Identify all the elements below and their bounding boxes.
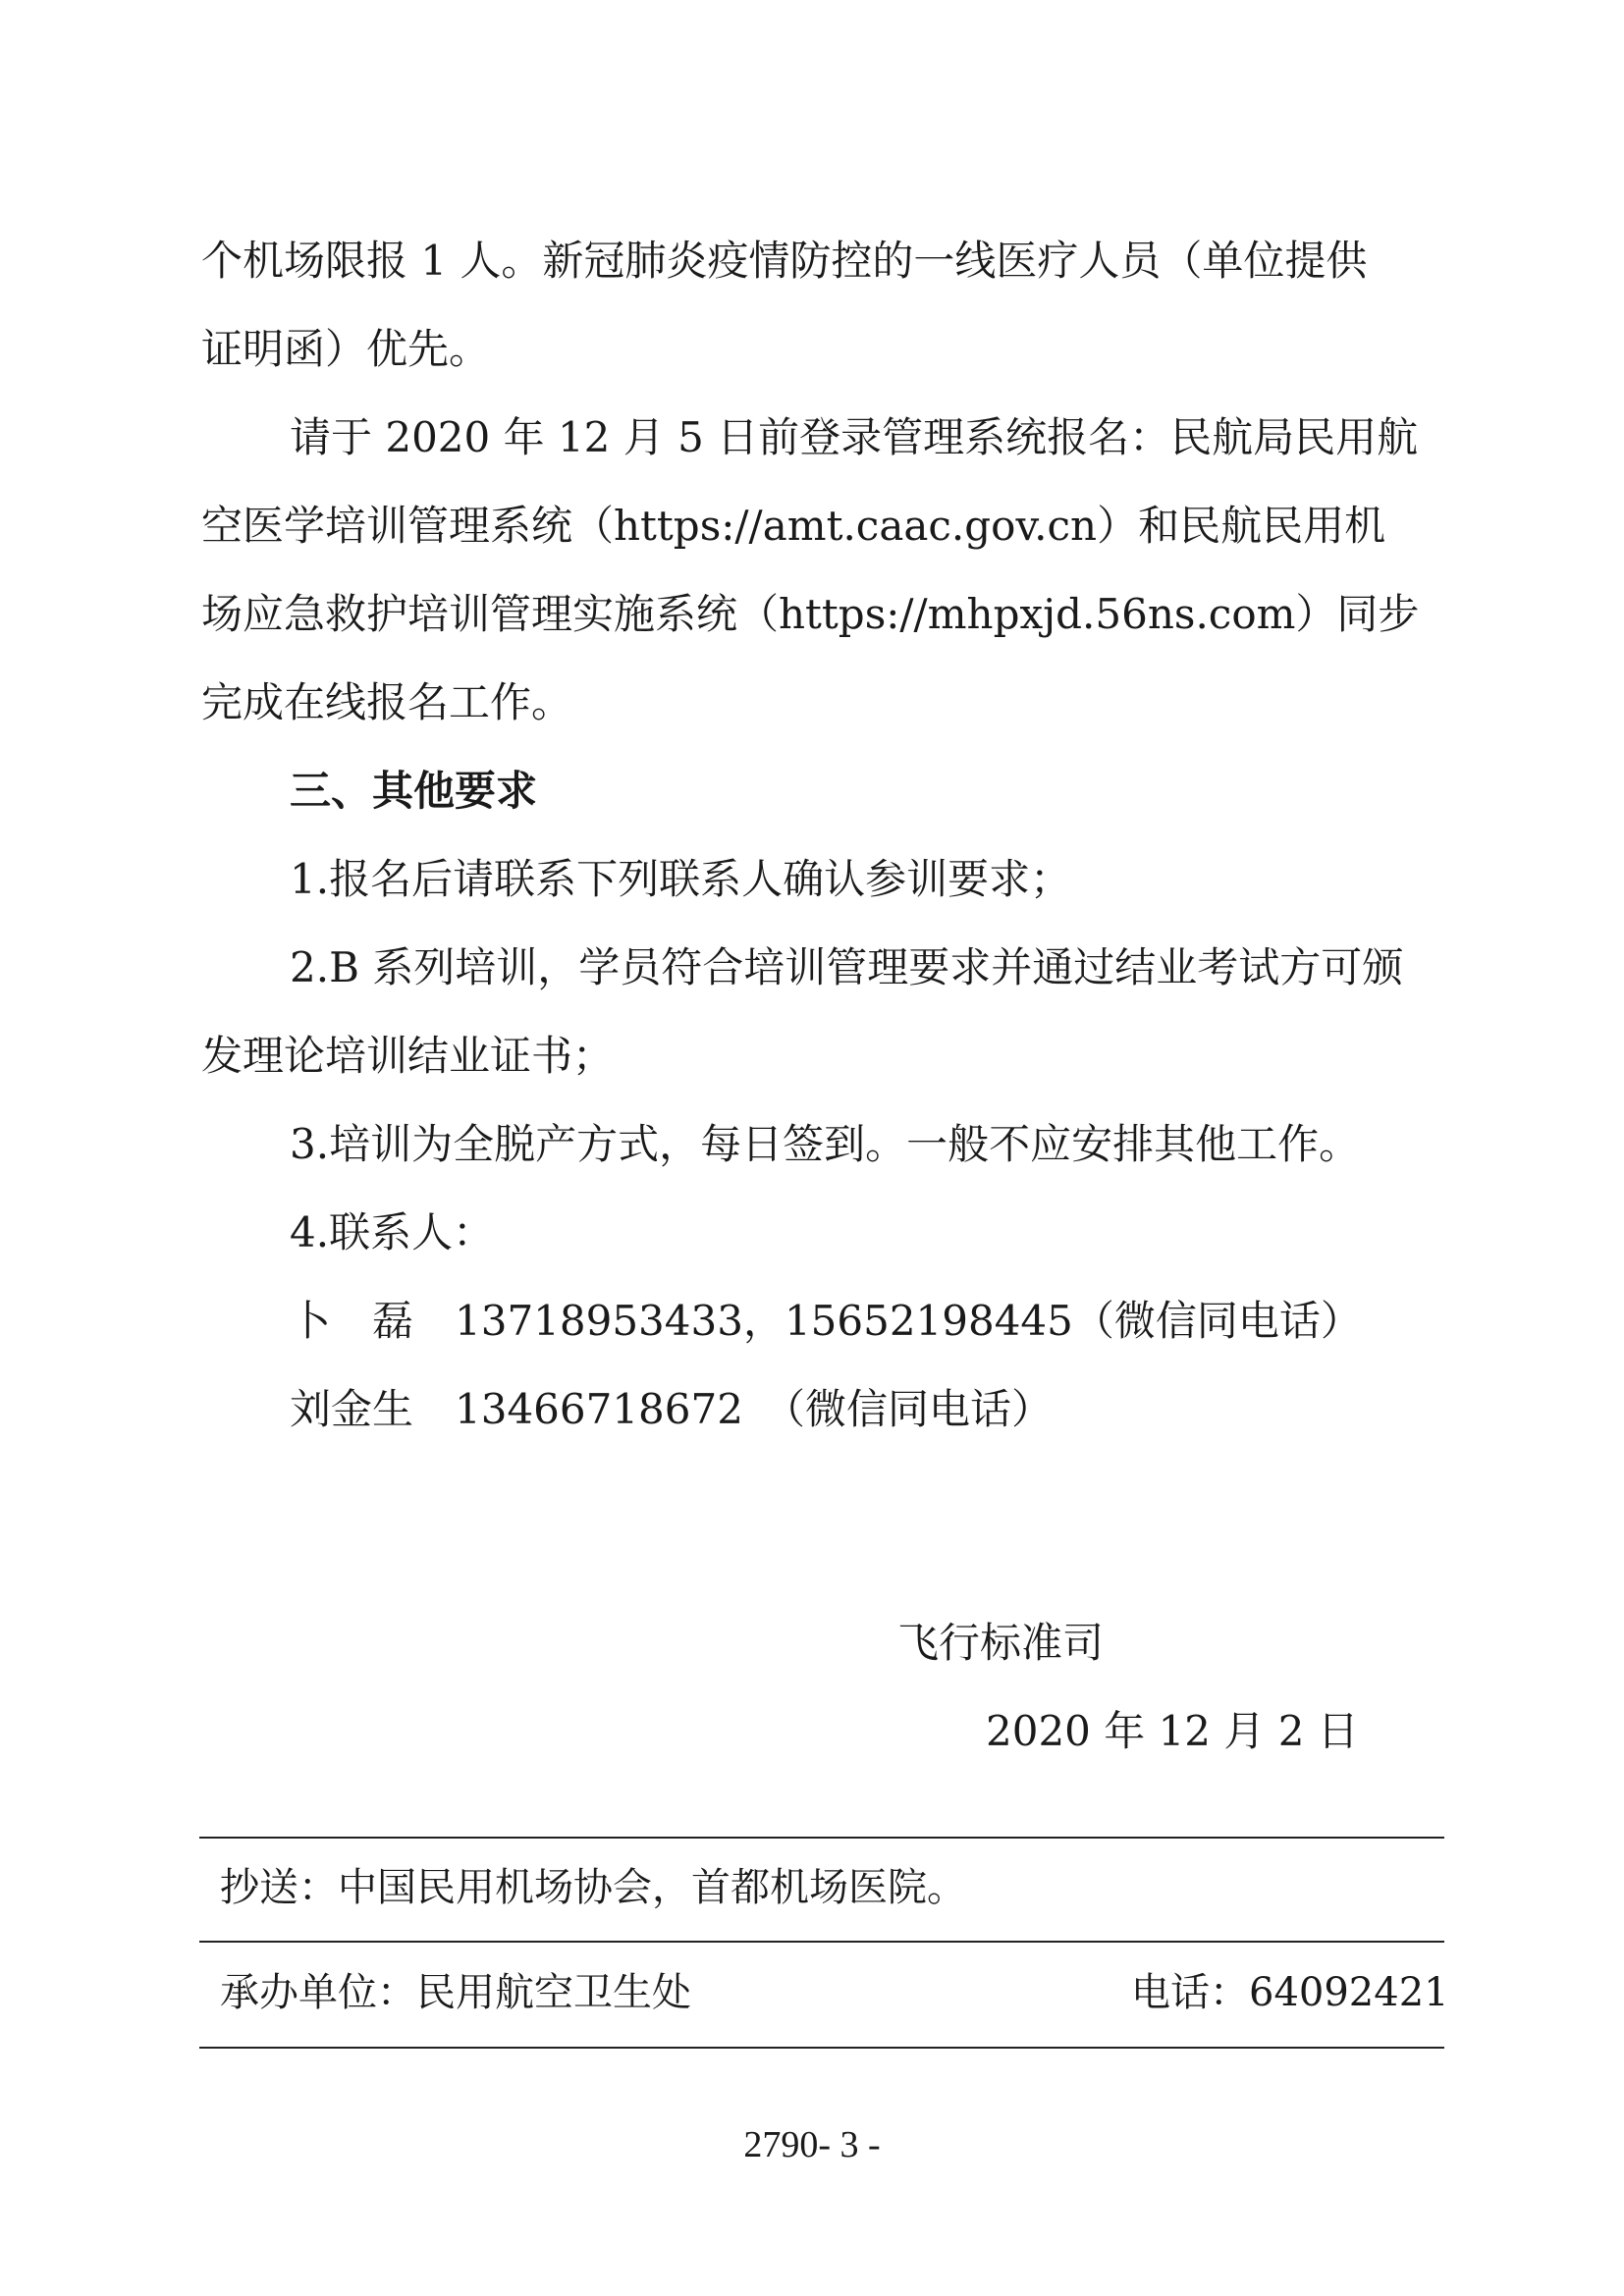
requirement-item-2: 2.B 系列培训，学员符合培训管理要求并通过结业考试方可颁 xyxy=(290,943,1404,991)
requirement-item-2-cont: 发理论培训结业证书； xyxy=(201,1032,615,1080)
body-line-2: 证明函）优先。 xyxy=(201,325,491,373)
signature-date: 2020 年 12 月 2 日 xyxy=(986,1707,1359,1755)
footer-phone: 电话：64092421 xyxy=(1131,1970,1449,2015)
contact-line-2: 刘金生 13466718672 （微信同电话） xyxy=(290,1385,1053,1433)
body-line-1: 个机场限报 1 人。新冠肺炎疫情防控的一线医疗人员（单位提供 xyxy=(201,237,1368,285)
footer-cc: 抄送：中国民用机场协会，首都机场医院。 xyxy=(220,1865,966,1910)
body-line-4: 空医学培训管理系统（https://amt.caac.gov.cn）和民航民用机 xyxy=(201,502,1386,550)
footer-rule-bottom xyxy=(199,2047,1444,2049)
requirement-item-4: 4.联系人： xyxy=(290,1208,495,1256)
footer-handler: 承办单位：民用航空卫生处 xyxy=(220,1970,691,2015)
section-heading: 三、其他要求 xyxy=(290,767,538,815)
page-number: 2790- 3 - xyxy=(743,2124,881,2165)
requirement-item-3: 3.培训为全脱产方式，每日签到。一般不应安排其他工作。 xyxy=(290,1120,1361,1168)
footer-rule-middle xyxy=(199,1941,1444,1943)
signature-org: 飞行标准司 xyxy=(897,1619,1105,1667)
body-line-6: 完成在线报名工作。 xyxy=(201,678,573,726)
requirement-item-1: 1.报名后请联系下列联系人确认参训要求； xyxy=(290,855,1072,903)
footer-rule-top xyxy=(199,1837,1444,1839)
contact-line-1: 卜 磊 13718953433，15652198445（微信同电话） xyxy=(290,1297,1362,1345)
body-line-5: 场应急救护培训管理实施系统（https://mhpxjd.56ns.com）同步 xyxy=(201,590,1420,638)
body-line-3: 请于 2020 年 12 月 5 日前登录管理系统报名：民航局民用航 xyxy=(290,413,1419,461)
